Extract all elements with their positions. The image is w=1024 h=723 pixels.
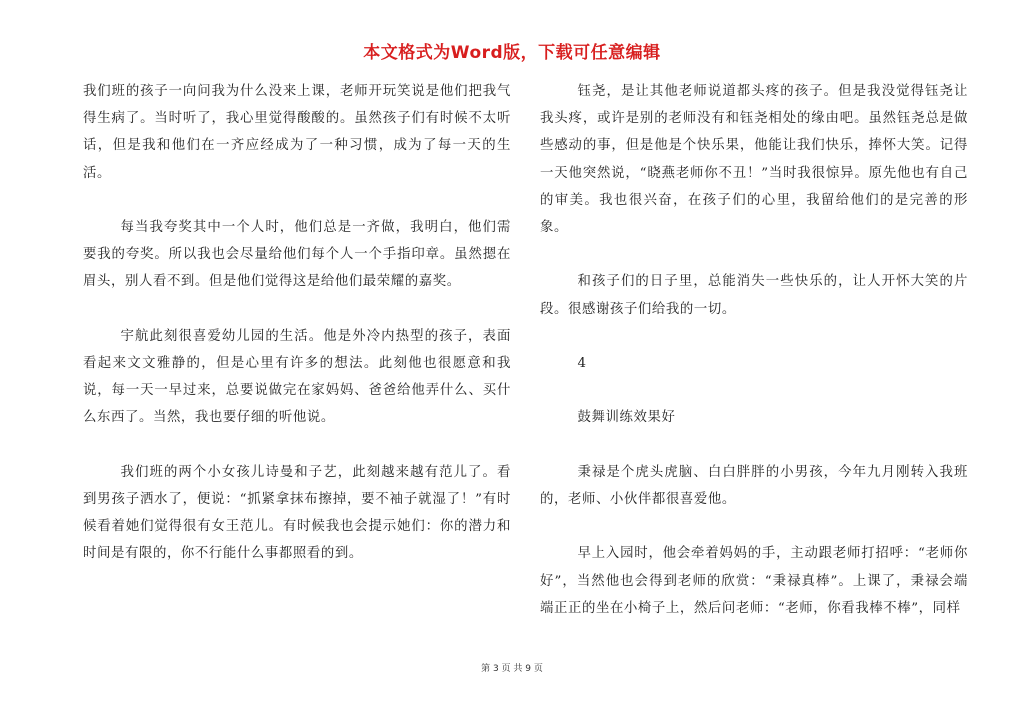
- paragraph: 宇航此刻很喜爱幼儿园的生活。他是外冷内热型的孩子，表面看起来文文雅静的，但是心里有许多的想法。此刻他也很愿意和我说，每一天一早过来，总要说做完在家妈妈、爸爸给他弄什么、买什么东西了。当然，我也要仔细的听他说。: [83, 328, 511, 426]
- paragraph: 钰尧，是让其他老师说道都头疼的孩子。但是我没觉得钰尧让我头疼，或许是别的老师没有和钰尧相处的缘由吧。虽然钰尧总是做些感动的事，但是他是个快乐果，他能让我们快乐，捧怀大笑。记得一天他突然说，“晓燕老师你不丑！”当时我很惊异。原先他也有自己的审美。我也很兴奋，在孩子们的心里，我留给他们的是完善的形象。: [540, 84, 968, 236]
- paragraph: 每当我夸奖其中一个人时，他们总是一齐做，我明白，他们需要我的夸奖。所以我也会尽量给他们每个人一个手指印章。虽然摁在眉头，别人看不到。但是他们觉得这是给他们最荣耀的嘉奖。: [83, 220, 511, 290]
- section-heading: 鼓舞训练效果好: [577, 410, 676, 426]
- paragraph: 我们班的孩子一向问我为什么没来上课，老师开玩笑说是他们把我气得生病了。当时听了，我心里觉得酸酸的。虽然孩子们有时候不太听话，但是我和他们在一齐应经成为了一种习惯，成为了每一天的生活。: [83, 84, 511, 181]
- paragraph: 和孩子们的日子里，总能消失一些快乐的，让人开怀大笑的片段。很感谢孩子们给我的一切。: [540, 274, 968, 317]
- paragraph: 秉禄是个虎头虎脑、白白胖胖的小男孩，今年九月刚转入我班的，老师、小伙伴都很喜爱他。: [540, 464, 968, 507]
- section-number: 4: [577, 356, 587, 371]
- document-banner: 本文格式为Word版，下载可任意编辑: [363, 43, 661, 63]
- paragraph: 我们班的两个小女孩儿诗曼和子艺，此刻越来越有范儿了。看到男孩子洒水了，便说：“抓紧拿抹布擦掉，要不袖子就湿了！”有时候看着她们觉得很有女王范儿。有时候我也会提示她们：你的潜力和时间是有限的，你不行能什么事都照看的到。: [83, 464, 511, 562]
- paragraph: 早上入园时，他会牵着妈妈的手，主动跟老师打招呼：“老师你好”，当然他也会得到老师的欣赏：“秉禄真棒”。上课了，秉禄会端端正正的坐在小椅子上，然后问老师：“老师，你看我棒不棒”，同样: [540, 546, 968, 616]
- page-number-footer: 第 3 页 共 9 页: [481, 664, 543, 674]
- left-text-column: [83, 78, 511, 595]
- right-text-column: [540, 78, 968, 649]
